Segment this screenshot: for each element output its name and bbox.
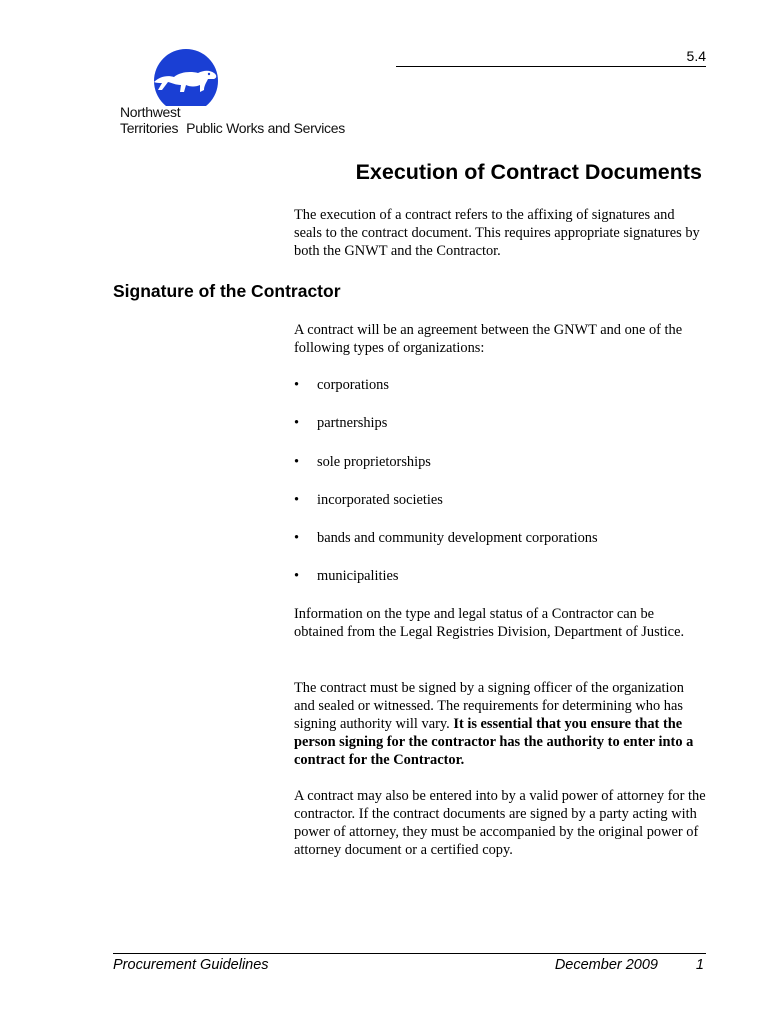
section-number: 5.4 <box>686 48 706 64</box>
polar-bear-logo-icon <box>140 48 232 106</box>
organization-intro-paragraph: A contract will be an agreement between the GNWT and one of the following types of organizations: <box>294 322 683 356</box>
list-item-label: municipalities <box>317 568 399 585</box>
section-heading: Signature of the Contractor <box>113 281 341 301</box>
header-rule <box>396 66 706 67</box>
signing-authority-text: The contract must be signed by a signing officer of the organization and sealed or witnessed. The requirements for determining who has signing authority will vary. <box>294 680 684 732</box>
bullet-icon: • <box>294 415 300 432</box>
list-item <box>294 529 598 567</box>
list-item-label: incorporated societies <box>317 491 443 508</box>
bullet-icon: • <box>294 377 300 393</box>
list-item-label: sole proprietorships <box>317 453 431 470</box>
footer-rule <box>113 953 706 954</box>
bullet-icon: • <box>294 491 300 508</box>
gnwt-logo <box>118 48 398 140</box>
power-of-attorney-paragraph: A contract may also be entered into by a valid power of attorney for the contractor. If the contract documents are signed by a party acting with power of attorney, they must be accompanied by the original power of attorney document or a certified copy. <box>294 788 706 858</box>
page-title: Execution of Contract Documents <box>355 160 702 184</box>
list-item <box>294 376 598 414</box>
intro-paragraph: The execution of a contract refers to the affixing of signatures and seals to the contract document. This requires appropriate signatures by both the GNWT and the Contractor. <box>294 207 700 259</box>
logo-text-territories <box>120 120 345 136</box>
footer-document-name: Procurement Guidelines <box>113 957 269 973</box>
bullet-icon: • <box>294 453 300 470</box>
legal-status-paragraph: Information on the type and legal status of a Contractor can be obtained from the Legal Registries Division, Department of Justice. <box>294 606 685 640</box>
logo-text-northwest: Northwest <box>120 104 181 120</box>
organization-type-list <box>294 376 598 606</box>
bullet-icon: • <box>294 568 300 585</box>
bear-eye <box>208 73 210 75</box>
logo-text-department: Public Works and Services <box>186 120 345 136</box>
footer-date: December 2009 <box>554 957 658 973</box>
logo-text-territories-word: Territories <box>120 120 179 136</box>
list-item-label: bands and community development corporations <box>317 530 598 547</box>
bullet-icon: • <box>294 530 300 547</box>
signing-authority-paragraph <box>294 679 706 769</box>
page-number: 1 <box>695 957 704 973</box>
list-item <box>294 453 598 491</box>
list-item <box>294 491 598 529</box>
list-item <box>294 414 598 452</box>
list-item-label: partnerships <box>317 415 388 432</box>
signing-authority-emphasis: It is essential that you ensure that the person signing for the contractor has the authority to enter into a contract for the Contractor. <box>294 716 694 768</box>
list-item-label: corporations <box>317 377 389 393</box>
list-item <box>294 567 598 605</box>
